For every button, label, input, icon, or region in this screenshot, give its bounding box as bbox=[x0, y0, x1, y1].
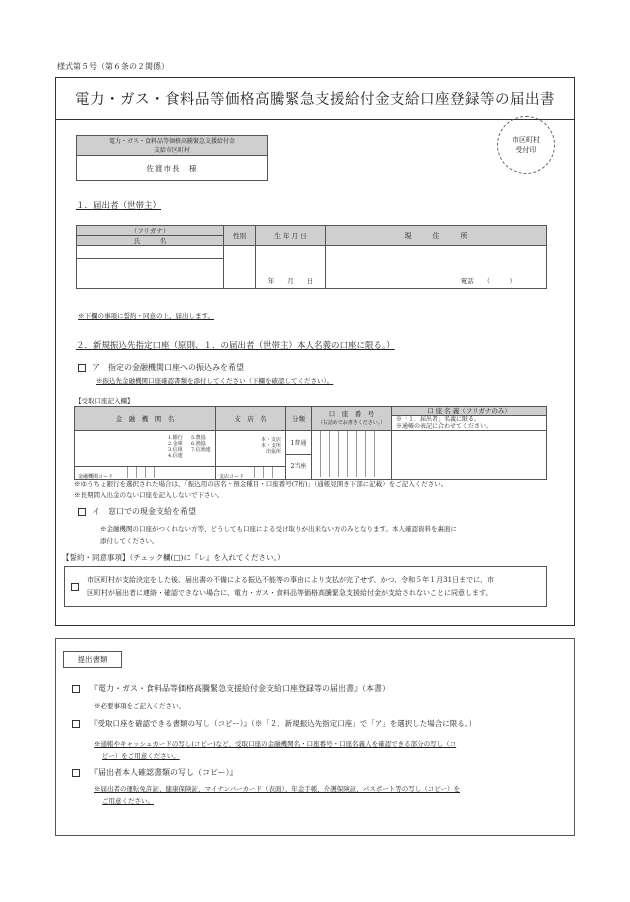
digit-cell[interactable] bbox=[312, 431, 321, 477]
doc3-checkbox[interactable] bbox=[72, 769, 80, 777]
furigana-input[interactable] bbox=[77, 246, 224, 259]
doc2-checkbox[interactable] bbox=[72, 720, 80, 728]
bank-code-row bbox=[75, 466, 215, 479]
account-number-header bbox=[312, 407, 392, 431]
category-option[interactable]: 1普通 bbox=[286, 432, 311, 455]
branch-name-input[interactable] bbox=[216, 431, 286, 480]
consent-line2: 区町村が届出者に連絡・確認できない場合に、電力・ガス・食料品等価格高騰緊急支援給付金が支給されないことに同意します。 bbox=[87, 588, 493, 597]
account-number-title: 口 座 番 号 bbox=[328, 409, 375, 418]
bank-type: 7.信漁連 bbox=[191, 447, 211, 453]
bank-code-label: 金融機関コード bbox=[78, 474, 114, 480]
consent-line1: 市区町村が支給決定をした後、届出書の不備による振込不能等の事由により支払が完了せず、かつ、令和５年１月31日までに、市 bbox=[87, 575, 495, 584]
account-section-label: 【受取口座記入欄】 bbox=[75, 397, 134, 405]
branch-type: 本・支所 bbox=[260, 443, 281, 449]
bank-types-1 bbox=[168, 435, 183, 459]
address-header: 現 住 所 bbox=[326, 226, 547, 246]
addressee-header-line2: 支給市区町村 bbox=[153, 146, 190, 154]
account-holder-header bbox=[392, 407, 547, 431]
option-a-checkbox[interactable] bbox=[78, 364, 86, 372]
doc3-note2: ご用意ください。 bbox=[102, 797, 154, 805]
form-title: 電力・ガス・食料品等価格高騰緊急支援給付金支給口座登録等の届出書 bbox=[55, 77, 575, 120]
consent-text bbox=[87, 574, 494, 600]
doc3-note1: ※届出者の運転免許証、健康保険証、マイナンバーカード（表面）、年金手帳、介護保険証、パスポート等の写し（コピー）を bbox=[94, 785, 460, 793]
code-cell[interactable] bbox=[246, 467, 255, 478]
doc1-checkbox[interactable] bbox=[72, 685, 80, 693]
holder-note2: ※通帳の表記に合わせてください。 bbox=[396, 423, 493, 430]
category-header: 分類 bbox=[286, 407, 312, 431]
name-input[interactable] bbox=[77, 259, 224, 289]
digit-cell[interactable] bbox=[357, 431, 366, 477]
addressee-header bbox=[77, 136, 267, 156]
code-cell[interactable] bbox=[264, 467, 273, 478]
documents-box bbox=[55, 638, 575, 836]
account-holder-input[interactable] bbox=[392, 431, 547, 480]
option-a-note: ※振込先金融機関口座確認書類を添付してください（下欄を確認してください）。 bbox=[96, 377, 334, 385]
birth-ymd: 年 月 日 bbox=[267, 277, 314, 285]
code-cell[interactable] bbox=[137, 467, 146, 478]
option-a-label: ア 指定の金融機関口座への振込みを希望 bbox=[92, 363, 244, 372]
branch-code-row bbox=[216, 466, 285, 479]
account-holder-title: 口 座 名 義（フリガナのみ） bbox=[392, 407, 546, 416]
account-number-note: （右詰めでお書きください。） bbox=[317, 419, 386, 426]
name-header: 氏 名 bbox=[77, 236, 224, 246]
form-id: 様式第５号（第６条の２関係） bbox=[57, 62, 169, 71]
addressee-to: 佐渡市長 様 bbox=[146, 164, 198, 173]
bank-type: 1.銀行 bbox=[168, 435, 183, 441]
section1-title: １．届出者（世帯主） bbox=[76, 201, 162, 211]
option-i-row bbox=[78, 506, 196, 517]
code-cell[interactable] bbox=[119, 467, 128, 478]
gender-input[interactable] bbox=[224, 246, 256, 289]
doc2-note1: ※通帳やキャッシュカードの写し(コピー)など、受取口座の金融機関名・口座番号・口座名義人を確認できる部分の写し（コ bbox=[94, 740, 457, 748]
bank-name-header: 金 融 機 関 名 bbox=[75, 407, 216, 431]
doc2-note2: ピー）をご用意ください。 bbox=[102, 752, 180, 760]
branch-code-label: 支店コード bbox=[219, 474, 245, 480]
option-a-row bbox=[78, 362, 244, 373]
digit-cell[interactable] bbox=[348, 431, 357, 477]
code-cell[interactable] bbox=[146, 467, 155, 478]
branch-name-header: 支 店 名 bbox=[216, 407, 286, 431]
stamp-line2: 受付印 bbox=[515, 146, 537, 154]
pledge-note: ※下欄の事項に誓約・同意の上、届出します。 bbox=[78, 312, 214, 320]
branch-type: 出張所 bbox=[265, 449, 281, 455]
bank-name-input[interactable] bbox=[75, 431, 216, 480]
consent-box bbox=[64, 566, 547, 607]
birth-input[interactable] bbox=[256, 246, 326, 289]
yucho-note: ※ゆうちょ銀行を選択された場合は、「振込用の店名・預金種目・口座番号(7桁)」（通帳見開き下部に記載）をご記入ください。 bbox=[74, 480, 448, 488]
bank-account-table bbox=[74, 406, 547, 480]
holder-note1: ※「１．届出者」名義に限る。 bbox=[396, 416, 481, 423]
addressee-box bbox=[76, 135, 268, 181]
code-cell[interactable] bbox=[128, 467, 137, 478]
doc1-label: 『電力・ガス・食料品等価格高騰緊急支援給付金支給口座登録等の届出書』（本書） bbox=[90, 684, 390, 693]
digit-cell[interactable] bbox=[366, 431, 375, 477]
doc3-row bbox=[72, 767, 238, 778]
bank-type: 5.農協 bbox=[191, 435, 206, 441]
reception-stamp bbox=[497, 116, 555, 174]
phone-label: 電話 （ ） bbox=[460, 277, 516, 285]
address-input[interactable] bbox=[326, 246, 547, 289]
category-input[interactable] bbox=[286, 431, 312, 480]
digit-cell[interactable] bbox=[330, 431, 339, 477]
documents-tag: 提出書類 bbox=[63, 651, 122, 668]
bank-types-2 bbox=[191, 435, 211, 453]
addressee-header-line1: 電力・ガス・食料品等価格高騰緊急支援給付金 bbox=[108, 138, 235, 145]
doc1-note: ※必要事項をご記入ください。 bbox=[94, 702, 185, 710]
applicant-table bbox=[76, 225, 547, 289]
option-i-note2: 添付してください。 bbox=[100, 537, 159, 545]
doc1-row bbox=[72, 683, 390, 694]
gender-header: 性別 bbox=[224, 226, 256, 246]
option-i-checkbox[interactable] bbox=[78, 508, 86, 516]
doc2-row bbox=[72, 718, 476, 729]
long-term-note: ※長期間入出金のない口座を記入しないで下さい。 bbox=[74, 491, 224, 499]
bank-type: 3.信組 bbox=[168, 447, 183, 453]
bank-type: 6.漁協 bbox=[191, 441, 206, 447]
bank-type: 4.信連 bbox=[168, 453, 183, 459]
doc2-label: 『受取口座を確認できる書類の写し（コピー）』（※「２．新規振込先指定口座」で「ア」を選択した場合に限る。） bbox=[90, 719, 476, 728]
section2-title: ２．新規振込先指定口座（原則、１．の届出者（世帯主）本人名義の口座に限る。） bbox=[76, 341, 395, 351]
option-i-note1: ※金融機関の口座がつくれない方等、どうしても口座による受け取りが出来ない方のみとなります。本人確認資料を裏面に bbox=[100, 525, 457, 533]
code-cell[interactable] bbox=[255, 467, 264, 478]
category-option[interactable]: 2当座 bbox=[290, 463, 307, 470]
digit-cell[interactable] bbox=[321, 431, 330, 477]
furigana-header: （フリガナ） bbox=[77, 226, 224, 236]
bank-type: 2.金庫 bbox=[168, 441, 183, 447]
branch-type: 本・支店 bbox=[260, 437, 281, 443]
option-i-label: イ 窓口での現金支給を希望 bbox=[92, 507, 196, 516]
account-number-input[interactable] bbox=[312, 431, 392, 480]
branch-types bbox=[261, 437, 281, 455]
consent-checkbox[interactable] bbox=[71, 583, 79, 591]
birth-header: 生 年 月 日 bbox=[256, 226, 326, 246]
consent-title: 【誓約・同意事項】（チェック欄(□)に『レ』を入れてください。） bbox=[62, 553, 285, 562]
digit-cell[interactable] bbox=[375, 431, 384, 477]
stamp-line1: 市区町村 bbox=[512, 136, 540, 144]
doc3-label: 『届出者本人確認書類の写し（コピー）』 bbox=[90, 768, 238, 777]
digit-cell[interactable] bbox=[339, 431, 348, 477]
